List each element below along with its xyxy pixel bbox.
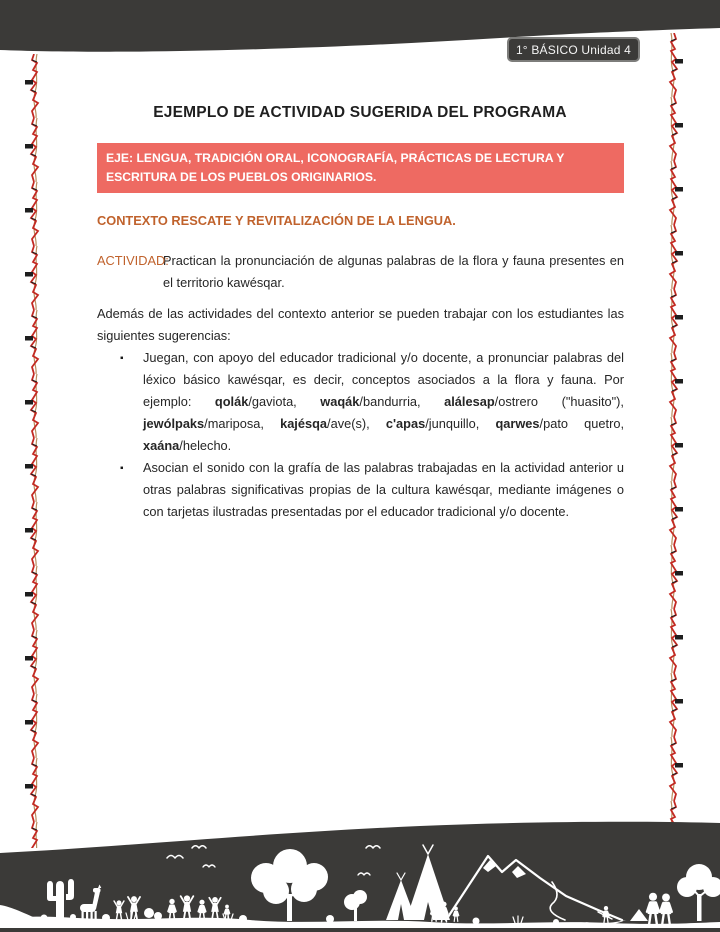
activity-text: Practican la pronunciación de algunas palabras de la flora y fauna presentes en el territorio kawésqar. xyxy=(163,253,624,290)
right-border-decoration xyxy=(662,33,688,825)
list-item: ▪ Asocian el sonido con la grafía de las palabras trabajadas en la actividad anterior u otras palabras significativas propias de la cultura kawésqar, mediante imágenes o con tarjetas ilustradas presentadas por el educador tradicional y/o docente. xyxy=(97,457,624,523)
left-border-decoration xyxy=(20,54,46,848)
suggestions-section xyxy=(97,303,624,523)
intro-paragraph: Además de las actividades del contexto anterior se pueden trabajar con los estudiantes las siguientes sugerencias: xyxy=(97,306,624,343)
list-item: ▪ Juegan, con apoyo del educador tradicional y/o docente, a pronunciar palabras del léxico básico kawésqar, es decir, conceptos asociados a la flora y fauna. Por ejemplo: qolák/gaviota, waqák/bandurria, alálesap/ostrero ("huasito"), jewólpaks/mariposa, kajésqa/ave(s), c'apas/junquillo, qarwes/pato quetro, xaána/helecho. xyxy=(97,347,624,457)
unit-badge: 1° BÁSICO Unidad 4 xyxy=(507,37,640,62)
suggestions-list xyxy=(97,347,624,523)
eje-banner xyxy=(97,143,624,193)
activity-row xyxy=(97,250,624,294)
footer-illustration xyxy=(0,820,720,932)
context-heading: CONTEXTO RESCATE Y REVITALIZACIÓN DE LA LENGUA. xyxy=(97,213,456,228)
activity-label: ACTIVIDAD: xyxy=(97,253,169,268)
eje-banner-text: EJE: LENGUA, TRADICIÓN ORAL, ICONOGRAFÍA, PRÁCTICAS DE LECTURA Y ESCRITURA DE LOS PUEBLOS ORIGINARIOS. xyxy=(106,151,565,184)
page-title: EJEMPLO DE ACTIVIDAD SUGERIDA DEL PROGRAMA xyxy=(153,104,567,121)
